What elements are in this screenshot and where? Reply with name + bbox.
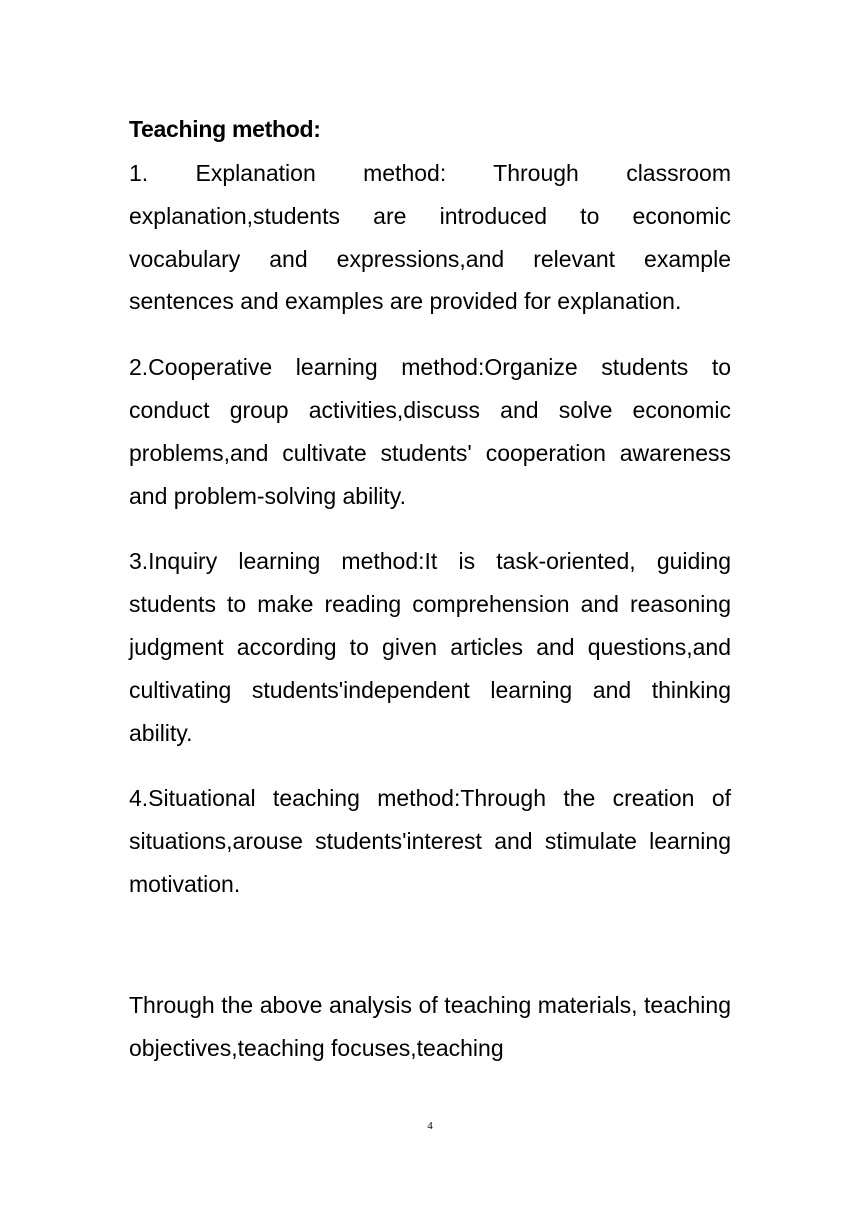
paragraph-inquiry-learning: 3.Inquiry learning method:It is task-oriented, guiding students to make reading comprehension and reasoning judgment according to given articles and questions,and cultivating students'independent learning and thinking ability. [129,548,731,746]
section-heading: Teaching method: [129,116,321,142]
page-number: 4 [427,1120,433,1132]
paragraph-closing: Through the above analysis of teaching materials, teaching objectives,teaching focuses,teaching [129,991,731,1061]
page-content [129,110,731,1069]
paragraph-explanation-method: 1. Explanation method: Through classroom explanation,students are introduced to economic vocabulary and expressions,and relevant example sentences and examples are provided for explanation. [129,160,731,315]
paragraph-situational-teaching: 4.Situational teaching method:Through the creation of situations,arouse students'interest and stimulate learning motivation. [129,785,731,897]
paragraph-cooperative-learning: 2.Cooperative learning method:Organize students to conduct group activities,discuss and solve economic problems,and cultivate students' cooperation awareness and problem-solving ability. [129,354,731,509]
